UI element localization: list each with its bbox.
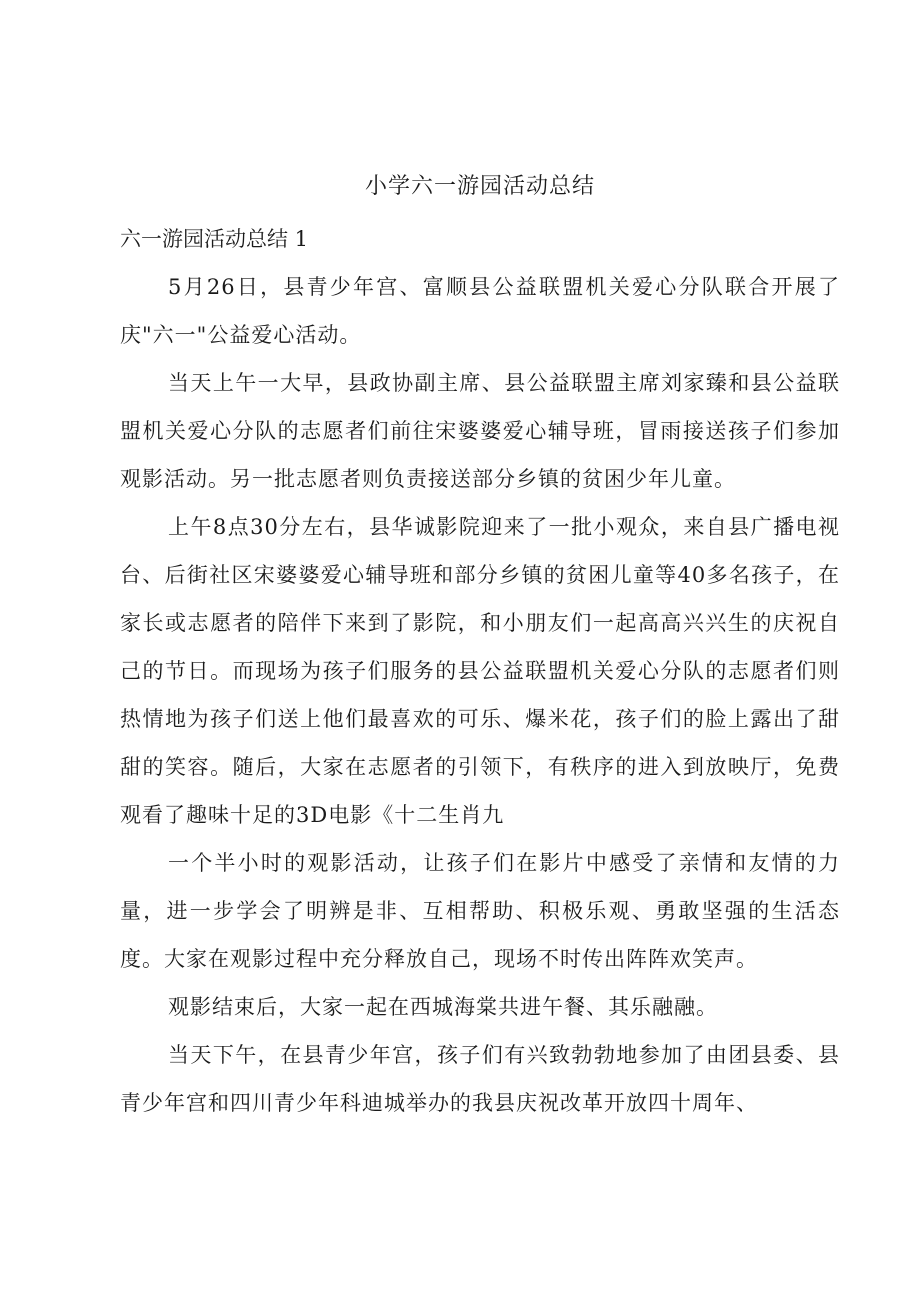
paragraph-3: 上午8点30分左右，县华诚影院迎来了一批小观众，来自县广播电视台、后街社区宋婆婆爱心辅导班和部分乡镇的贫困儿童等40多名孩子，在家长或志愿者的陪伴下来到了影院，和小朋友们一起高高兴兴生的庆祝自己的节日。而现场为孩子们服务的县公益联盟机关爱心分队的志愿者们则热情地为孩子们送上他们最喜欢的可乐、爆米花，孩子们的脸上露出了甜甜的笑容。随后，大家在志愿者的引领下，有秩序的进入到放映厅，免费观看了趣味十足的3D电影《十二生肖九 [120,515,840,827]
paragraph-4: 一个半小时的观影活动，让孩子们在影片中感受了亲情和友情的力量，进一步学会了明辨是非、互相帮助、积极乐观、勇敢坚强的生活态度。大家在观影过程中充分释放自己，现场不时传出阵阵欢笑声。 [120,851,840,971]
paragraph-5: 观影结束后，大家一起在西城海棠共进午餐、其乐融融。 [168,995,718,1019]
paragraph-1: 5月26日，县青少年宫、富顺县公益联盟机关爱心分队联合开展了庆"六一"公益爱心活动。 [120,275,840,347]
section-heading: 六一游园活动总结 1 [120,227,309,251]
document-title: 小学六一游园活动总结 [364,174,595,199]
paragraph-2: 当天上午一大早，县政协副主席、县公益联盟主席刘家臻和县公益联盟机关爱心分队的志愿者们前往宋婆婆爱心辅导班，冒雨接送孩子们参加观影活动。另一批志愿者则负责接送部分乡镇的贫困少年儿童。 [120,371,840,491]
paragraph-6: 当天下午，在县青少年宫，孩子们有兴致勃勃地参加了由团县委、县青少年宫和四川青少年科迪城举办的我县庆祝改革开放四十周年、 [120,1043,840,1115]
document-page [120,165,840,1127]
